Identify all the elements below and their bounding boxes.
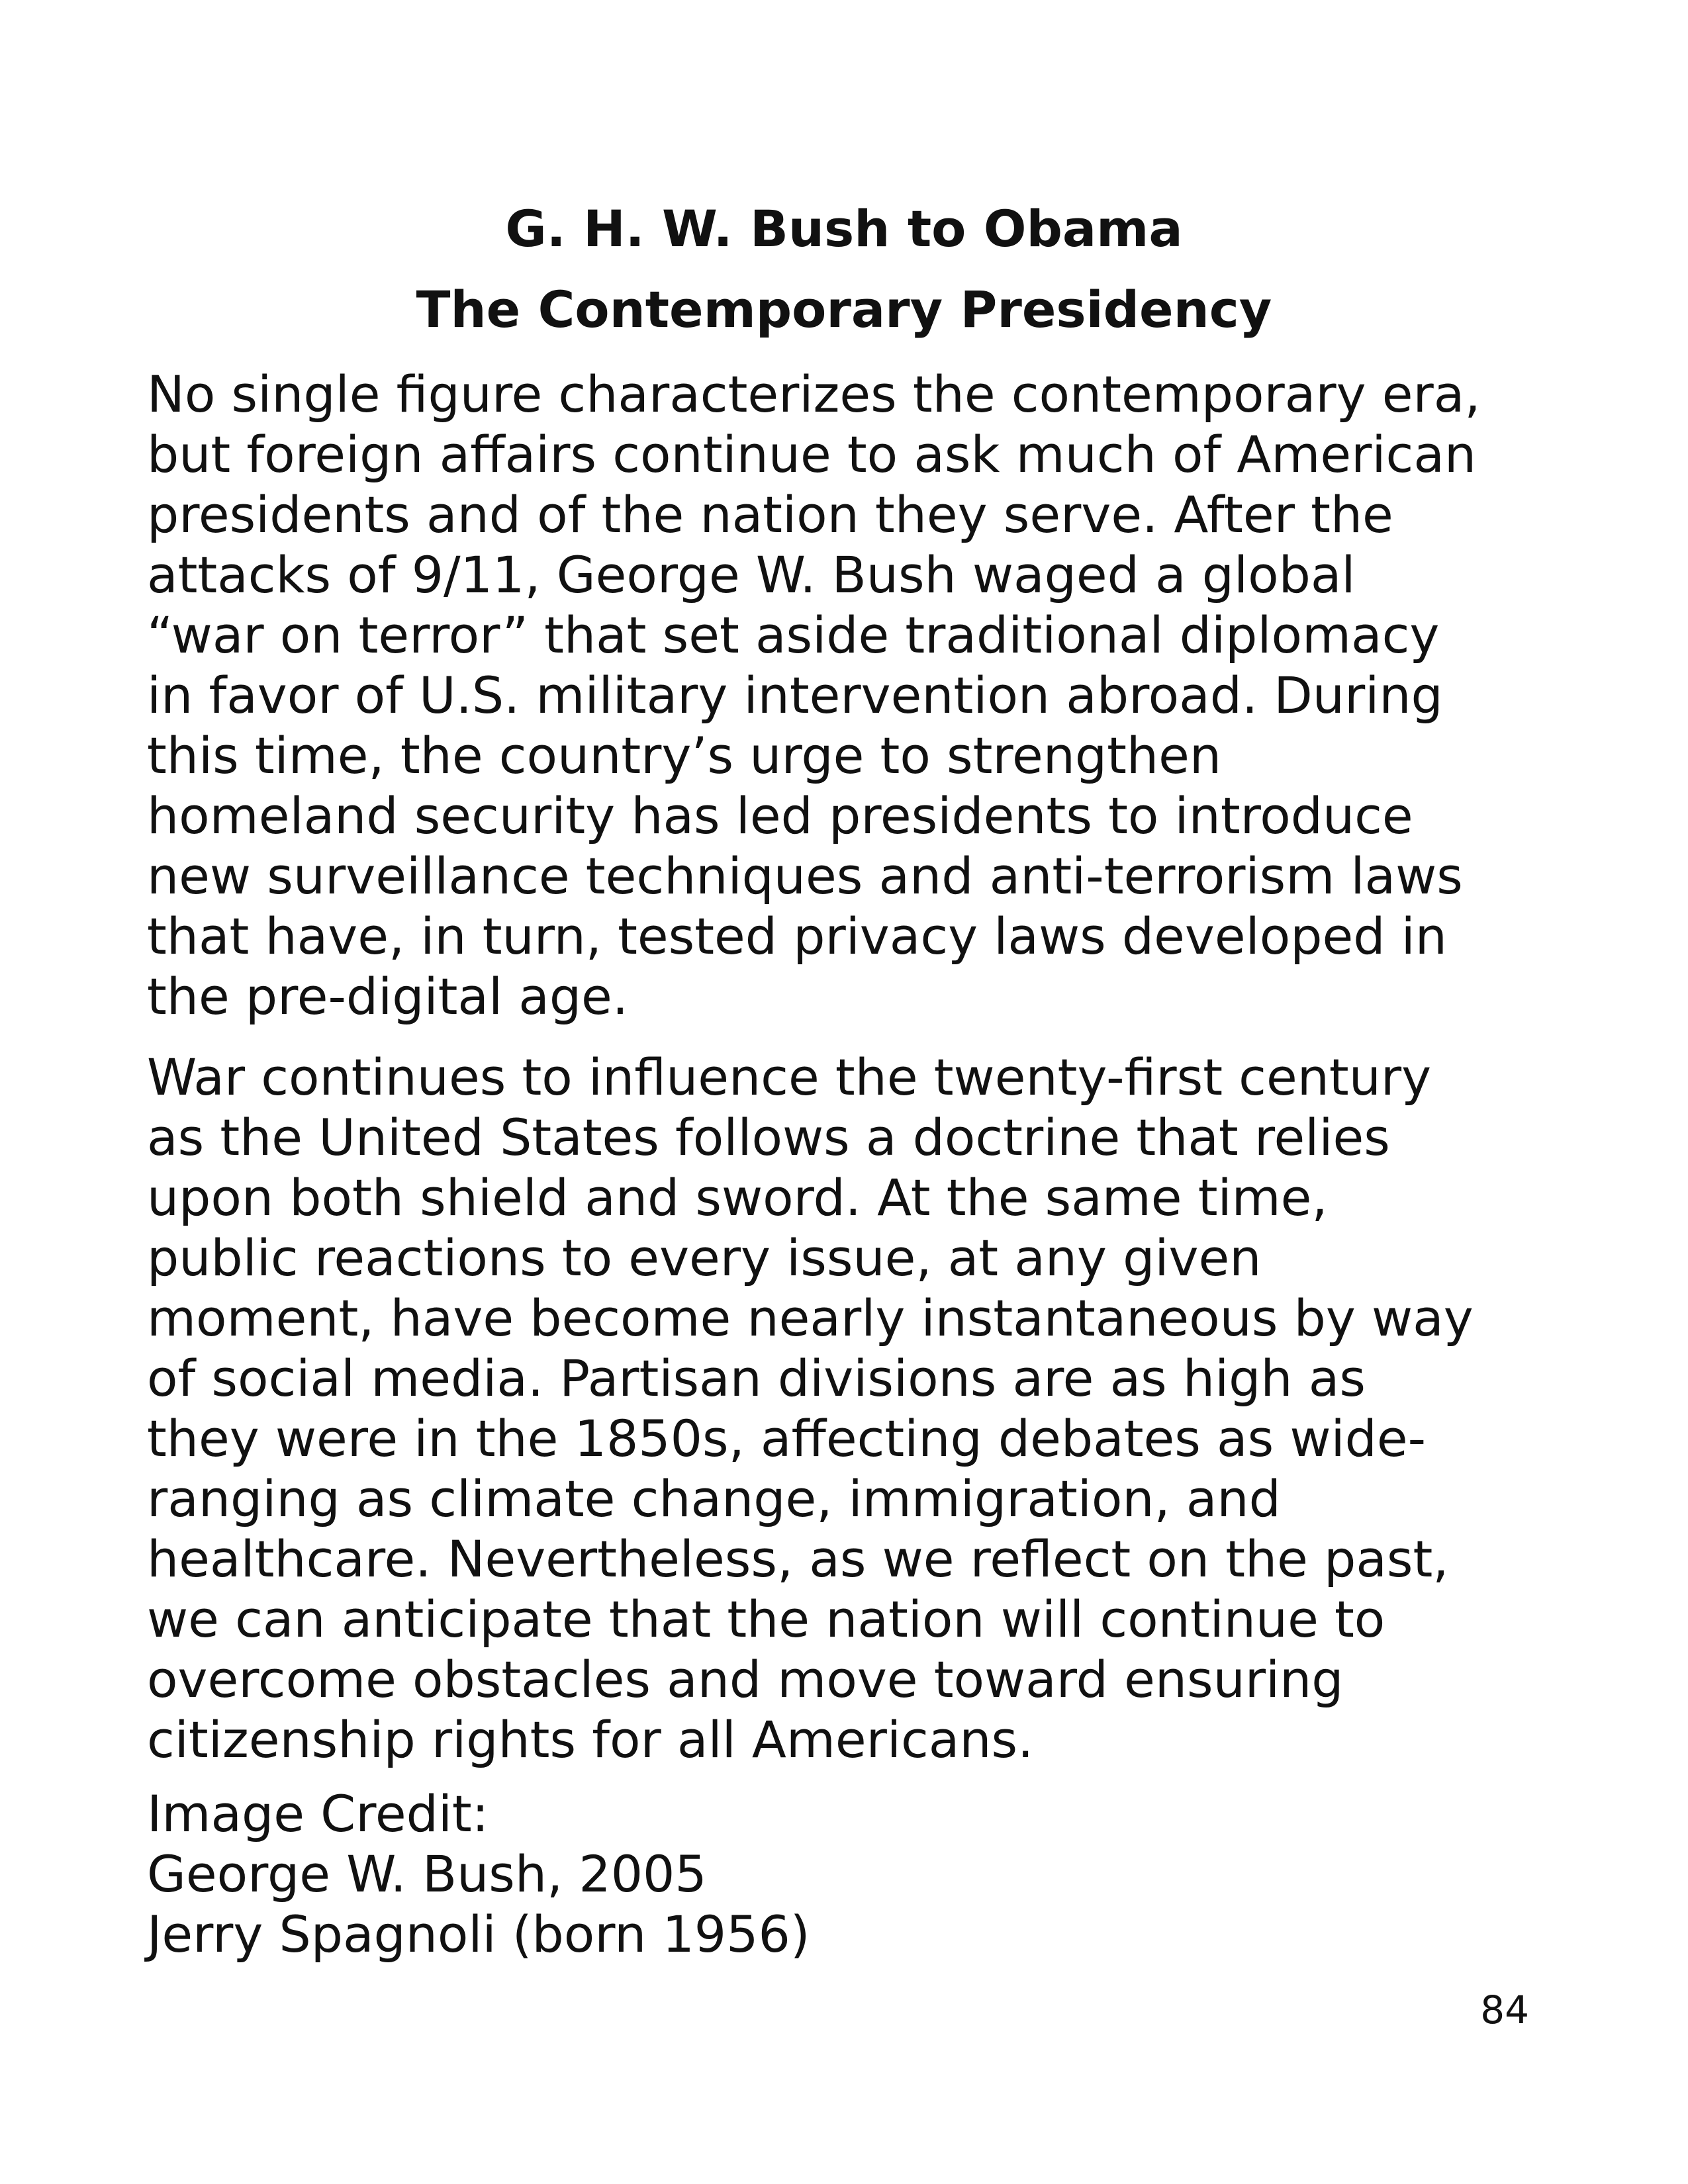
text-line: War continues to influence the twenty-first century <box>147 1048 1432 1107</box>
text-line: citizenship rights for all Americans. <box>147 1710 1034 1769</box>
text-line: of social media. Partisan divisions are as high as <box>147 1349 1366 1408</box>
text-line: we can anticipate that the nation will continue to <box>147 1590 1385 1649</box>
text-line: as the United States follows a doctrine that relies <box>147 1108 1390 1167</box>
text-line: moment, have become nearly instantaneous by way <box>147 1289 1474 1347</box>
text-line: presidents and of the nation they serve. After the <box>147 485 1393 544</box>
page-number: 84 <box>1480 1987 1529 2032</box>
text-line: “war on terror” that set aside traditional diplomacy <box>147 606 1440 664</box>
image-credit-work: George W. Bush, 2005 <box>147 1844 707 1903</box>
text-line: homeland security has led presidents to introduce <box>147 786 1413 845</box>
body-paragraph-2 <box>147 1047 1570 1770</box>
text-line: attacks of 9/11, George W. Bush waged a global <box>147 545 1356 604</box>
text-line: ranging as climate change, immigration, and <box>147 1469 1281 1528</box>
text-line: that have, in turn, tested privacy laws developed in <box>147 907 1447 966</box>
text-line: healthcare. Nevertheless, as we reflect on the past, <box>147 1529 1449 1588</box>
text-line: upon both shield and sword. At the same time, <box>147 1168 1328 1227</box>
text-line: this time, the country’s urge to strengthen <box>147 726 1222 785</box>
text-line: overcome obstacles and move toward ensuring <box>147 1650 1344 1709</box>
body-paragraph-1 <box>147 364 1570 1026</box>
text-line: public reactions to every issue, at any given <box>147 1228 1262 1287</box>
page-title: G. H. W. Bush to Obama <box>505 199 1183 258</box>
image-credit-artist: Jerry Spagnoli (born 1956) <box>147 1905 810 1964</box>
text-line: the pre-digital age. <box>147 967 628 1026</box>
text-line: new surveillance techniques and anti-terrorism laws <box>147 846 1463 905</box>
text-line: they were in the 1850s, affecting debates as wide- <box>147 1409 1427 1468</box>
image-credit <box>147 1784 1570 1964</box>
image-credit-label: Image Credit: <box>147 1784 489 1843</box>
page-subtitle: The Contemporary Presidency <box>416 280 1272 339</box>
text-line: but foreign affairs continue to ask much of American <box>147 425 1477 484</box>
text-line: in favor of U.S. military intervention abroad. During <box>147 666 1443 725</box>
text-line: No single figure characterizes the contemporary era, <box>147 365 1481 424</box>
